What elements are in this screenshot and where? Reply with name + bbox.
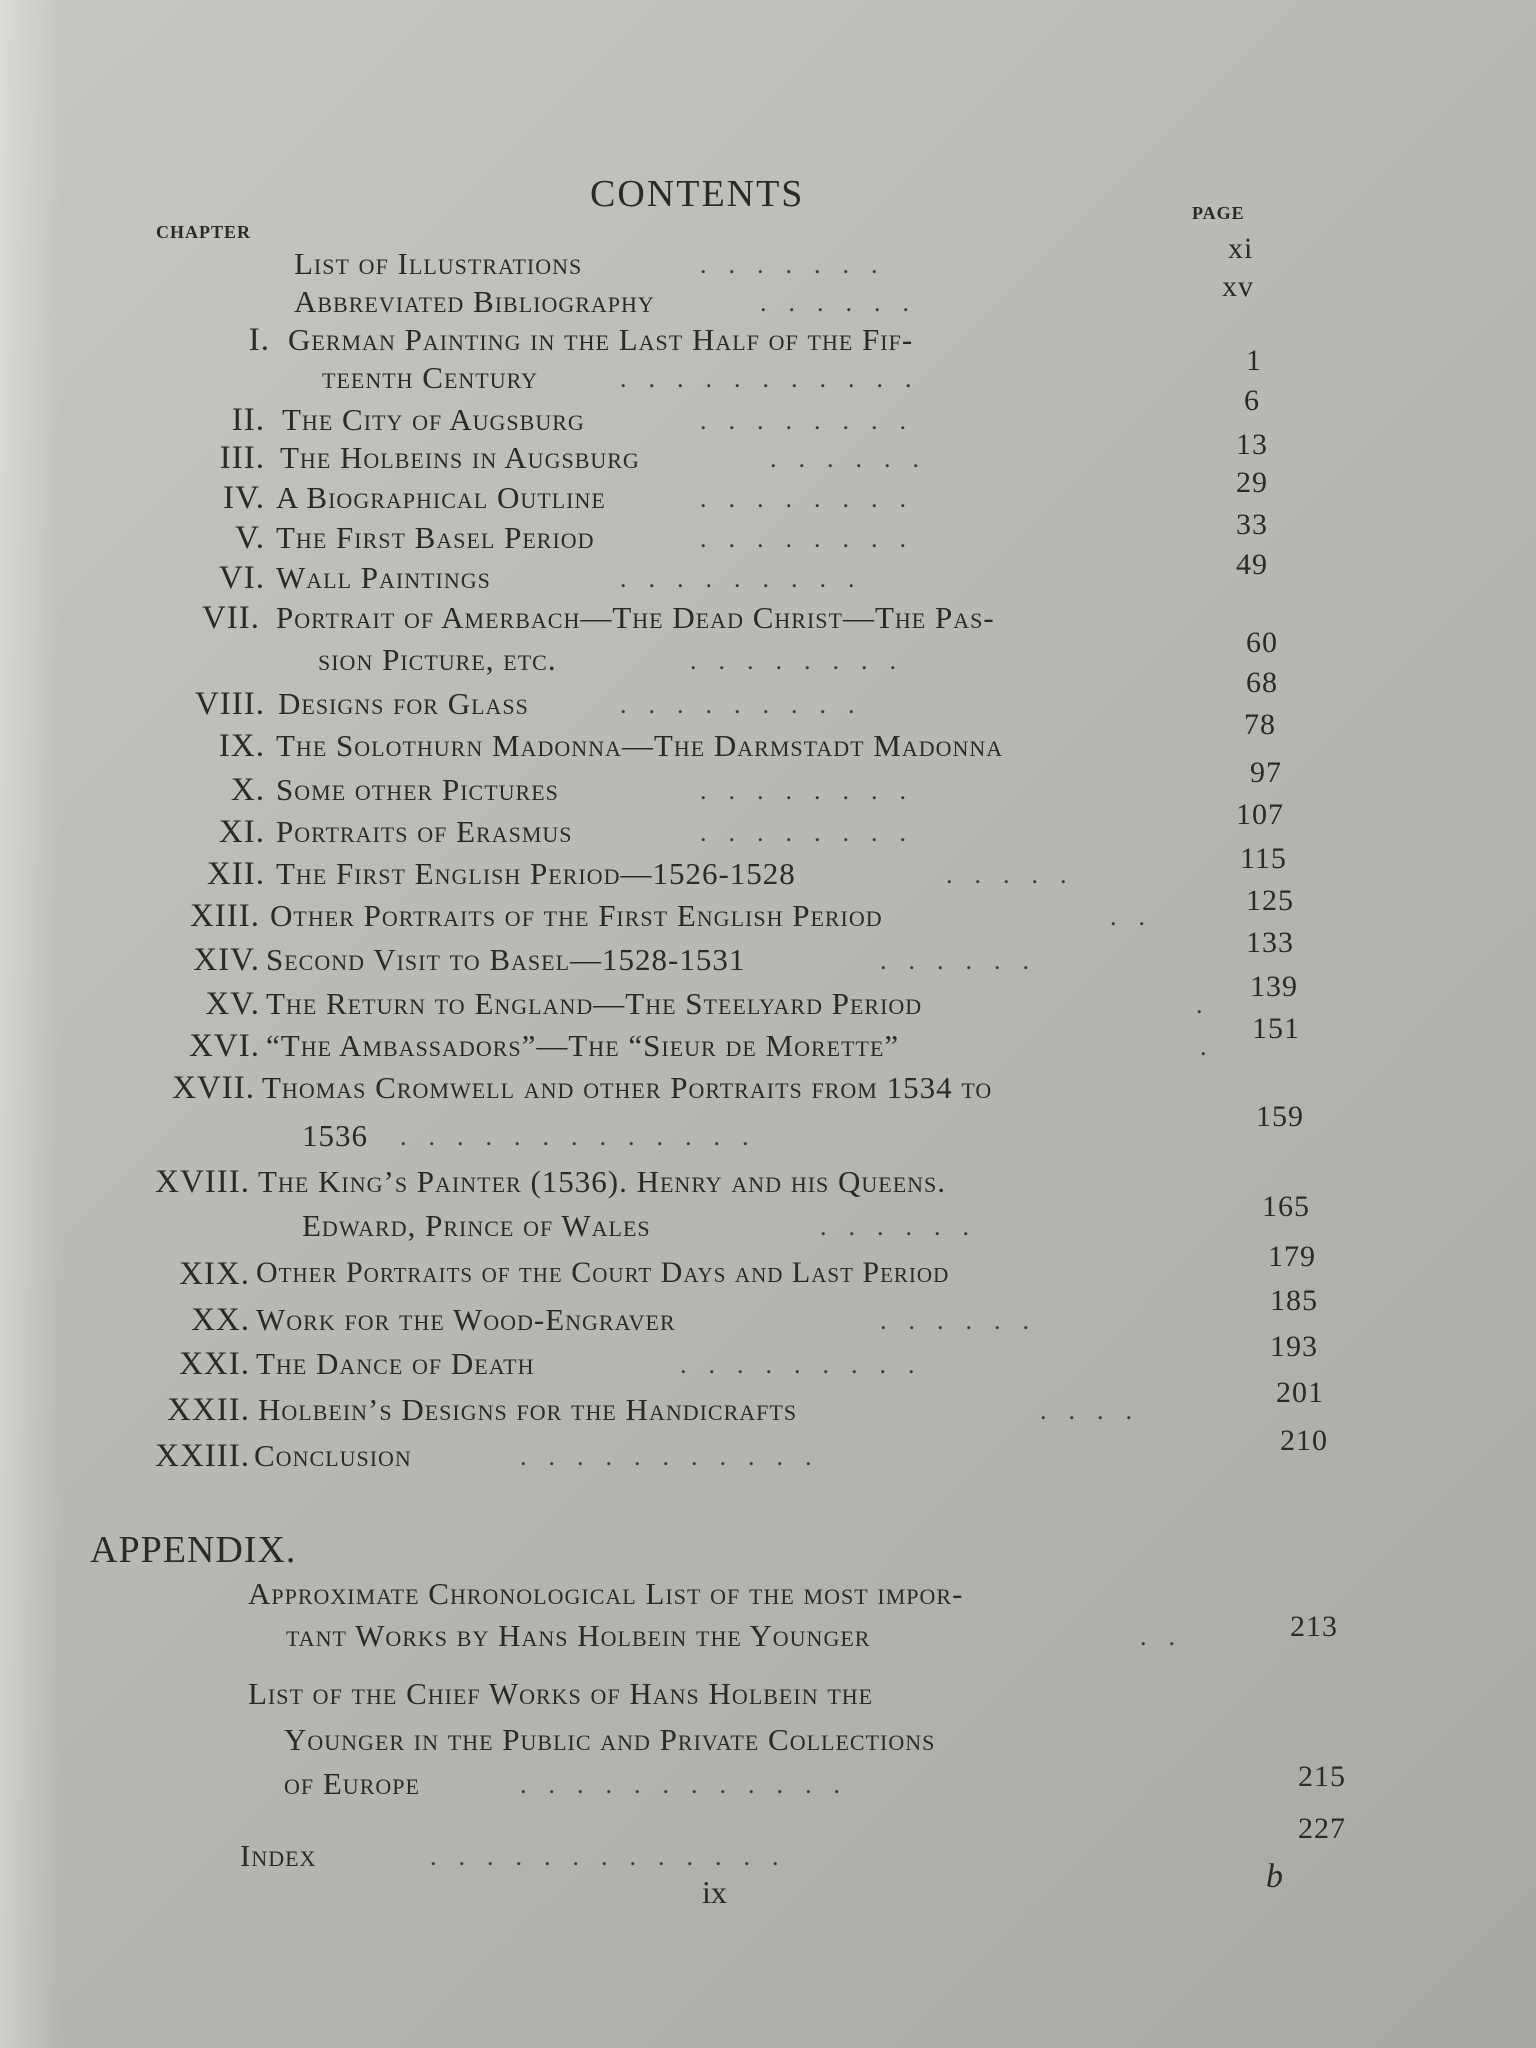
chapter-number: VIII. <box>194 686 265 722</box>
chapter-title-line: Edward, Prince of Wales <box>302 1208 651 1243</box>
chapter-title-line: The City of Augsburg <box>282 402 585 437</box>
chapter-title-line: The First English Period—1526-1528 <box>276 856 796 891</box>
chapter-number: XIII. <box>189 898 260 934</box>
chapter-page: 210 <box>1280 1424 1328 1457</box>
chapter-title-line: Work for the Wood-Engraver <box>256 1302 676 1337</box>
index-page: 227 <box>1298 1812 1346 1845</box>
toc-entry-title: List of Illustrations <box>294 246 583 281</box>
chapter-title-line: Second Visit to Basel—1528-1531 <box>266 942 746 977</box>
chapter-number: I. <box>248 322 270 358</box>
chapter-page: 68 <box>1246 666 1278 699</box>
dot-leader: .... <box>1040 1396 1154 1425</box>
chapter-title-line: The Holbeins in Augsburg <box>280 440 640 475</box>
chapter-page: 49 <box>1236 548 1268 581</box>
toc-entry-page: xi <box>1228 232 1254 265</box>
dot-leader: ........... <box>520 1442 834 1471</box>
chapter-title-line: sion Picture, etc. <box>318 642 557 677</box>
chapter-page: 1 <box>1246 344 1262 377</box>
contents-title: CONTENTS <box>590 173 805 215</box>
dot-leader: ......... <box>680 1350 937 1379</box>
chapter-title-line: Wall Paintings <box>276 560 491 595</box>
chapter-title-line: Portrait of Amerbach—The Dead Christ—The Pas- <box>276 600 995 635</box>
chapter-title-line: The First Basel Period <box>276 520 595 555</box>
dot-leader: ........... <box>620 364 934 393</box>
appendix-page: 215 <box>1298 1760 1346 1793</box>
chapter-title-line: Some other Pictures <box>276 772 559 807</box>
chapter-page: 115 <box>1240 842 1287 875</box>
index-entry: Index <box>240 1838 317 1873</box>
chapter-title-line: German Painting in the Last Half of the Fif- <box>288 322 914 357</box>
dot-leader: ....... <box>700 250 900 279</box>
chapter-number: VII. <box>201 600 260 636</box>
dot-leader: ........ <box>700 406 928 435</box>
chapter-title-line: Other Portraits of the First English Period <box>270 898 883 933</box>
chapter-title-line: 1536 <box>302 1118 368 1153</box>
chapter-page: 29 <box>1236 466 1268 499</box>
dot-leader: ........ <box>700 818 928 847</box>
chapter-page: 107 <box>1236 798 1284 831</box>
chapter-title-line: teenth Century <box>322 360 538 395</box>
chapter-number: IV. <box>223 480 265 516</box>
chapter-title-line: Thomas Cromwell and other Portraits from 1534 to <box>262 1070 993 1105</box>
dot-leader: ...... <box>760 288 931 317</box>
chapter-number: V. <box>235 520 265 556</box>
chapter-page: 33 <box>1236 508 1268 541</box>
dot-leader: . <box>1196 990 1225 1019</box>
chapter-page: 60 <box>1246 626 1278 659</box>
dot-leader: ...... <box>770 444 941 473</box>
appendix-entry-line: List of the Chief Works of Hans Holbein the <box>248 1676 874 1711</box>
chapter-page: 139 <box>1250 970 1298 1003</box>
chapter-page: 179 <box>1268 1240 1316 1273</box>
chapter-title-line: The King’s Painter (1536). Henry and his Queens. <box>258 1164 947 1199</box>
dot-leader: ........ <box>700 524 928 553</box>
appendix-entry-line: of Europe <box>284 1766 420 1801</box>
dot-leader: .. <box>1110 902 1167 931</box>
chapter-number: VI. <box>218 560 265 596</box>
dot-leader: ......... <box>620 690 877 719</box>
chapter-number: XI. <box>218 814 265 850</box>
dot-leader: ............ <box>520 1770 862 1799</box>
chapter-number: XX. <box>191 1302 250 1338</box>
appendix-entry-line: Approximate Chronological List of the most impor- <box>248 1576 964 1611</box>
chapter-page: 159 <box>1256 1100 1304 1133</box>
appendix-entry-line: tant Works by Hans Holbein the Younger <box>286 1618 871 1653</box>
chapter-page: 185 <box>1270 1284 1318 1317</box>
chapter-title-line: The Return to England—The Steelyard Period <box>266 986 923 1021</box>
chapter-page: 125 <box>1246 884 1294 917</box>
toc-entry-list-of-illustrations <box>294 246 582 282</box>
chapter-title-line: Conclusion <box>254 1438 412 1473</box>
dot-leader: ............. <box>400 1122 771 1151</box>
toc-entry-page: xv <box>1222 270 1254 303</box>
chapter-number: XVI. <box>189 1028 260 1064</box>
dot-leader: ........ <box>690 646 918 675</box>
toc-entry-title: Abbreviated Bibliography <box>294 284 655 319</box>
chapter-page: 201 <box>1276 1376 1324 1409</box>
chapter-title-line: Portraits of Erasmus <box>276 814 573 849</box>
chapter-page: 97 <box>1250 756 1282 789</box>
chapter-column-header: CHAPTER <box>156 222 252 242</box>
chapter-page: 6 <box>1244 384 1260 417</box>
dot-leader: ........ <box>700 484 928 513</box>
chapter-number: II. <box>231 402 265 438</box>
dot-leader: ........ <box>700 776 928 805</box>
dot-leader: ...... <box>880 946 1051 975</box>
chapter-title-line: Holbein’s Designs for the Handicrafts <box>258 1392 798 1427</box>
chapter-number: XXII. <box>167 1392 250 1428</box>
chapter-page: 13 <box>1236 428 1268 461</box>
chapter-title-line: Designs for Glass <box>278 686 529 721</box>
page-folio: ix <box>702 1874 727 1910</box>
dot-leader: ..... <box>946 860 1089 889</box>
chapter-title-line: A Biographical Outline <box>276 480 606 515</box>
chapter-number: XII. <box>206 856 265 892</box>
dot-leader: . <box>1200 1032 1229 1061</box>
chapter-title-line: “The Ambassadors”—The “Sieur de Morette” <box>266 1028 900 1063</box>
chapter-page: 133 <box>1246 926 1294 959</box>
chapter-number: IX. <box>218 728 265 764</box>
chapter-number: XIX. <box>179 1256 250 1292</box>
dot-leader: ...... <box>880 1306 1051 1335</box>
chapter-number: XVIII. <box>155 1164 250 1200</box>
appendix-entry-line: Younger in the Public and Private Collections <box>284 1722 936 1757</box>
chapter-number: III. <box>219 440 265 476</box>
chapter-number: XV. <box>205 986 260 1022</box>
chapter-number: XVII. <box>172 1070 255 1106</box>
dot-leader: ......... <box>620 564 877 593</box>
appendix-heading: APPENDIX. <box>90 1529 297 1571</box>
dot-leader: .. <box>1140 1622 1197 1651</box>
dot-leader: ...... <box>820 1212 991 1241</box>
toc-entry-abbreviated-bibliography <box>294 284 655 320</box>
chapter-number: XXIII. <box>155 1438 250 1474</box>
chapter-number: X. <box>230 772 265 808</box>
chapter-page: 193 <box>1270 1330 1318 1363</box>
dot-leader: ............. <box>430 1842 801 1871</box>
chapter-title-line: Other Portraits of the Court Days and Last Period <box>256 1256 950 1289</box>
chapter-page: 165 <box>1262 1190 1310 1223</box>
chapter-number: XIV. <box>193 942 260 978</box>
appendix-page: 213 <box>1290 1610 1338 1643</box>
chapter-title-line: The Dance of Death <box>256 1346 535 1381</box>
chapter-page: 151 <box>1252 1012 1300 1045</box>
chapter-number: XXI. <box>179 1346 250 1382</box>
signature-mark: b <box>1266 1858 1283 1895</box>
chapter-title-line: The Solothurn Madonna—The Darmstadt Madonna <box>276 728 1004 763</box>
chapter-page: 78 <box>1244 708 1276 741</box>
page-column-header: PAGE <box>1192 203 1245 223</box>
